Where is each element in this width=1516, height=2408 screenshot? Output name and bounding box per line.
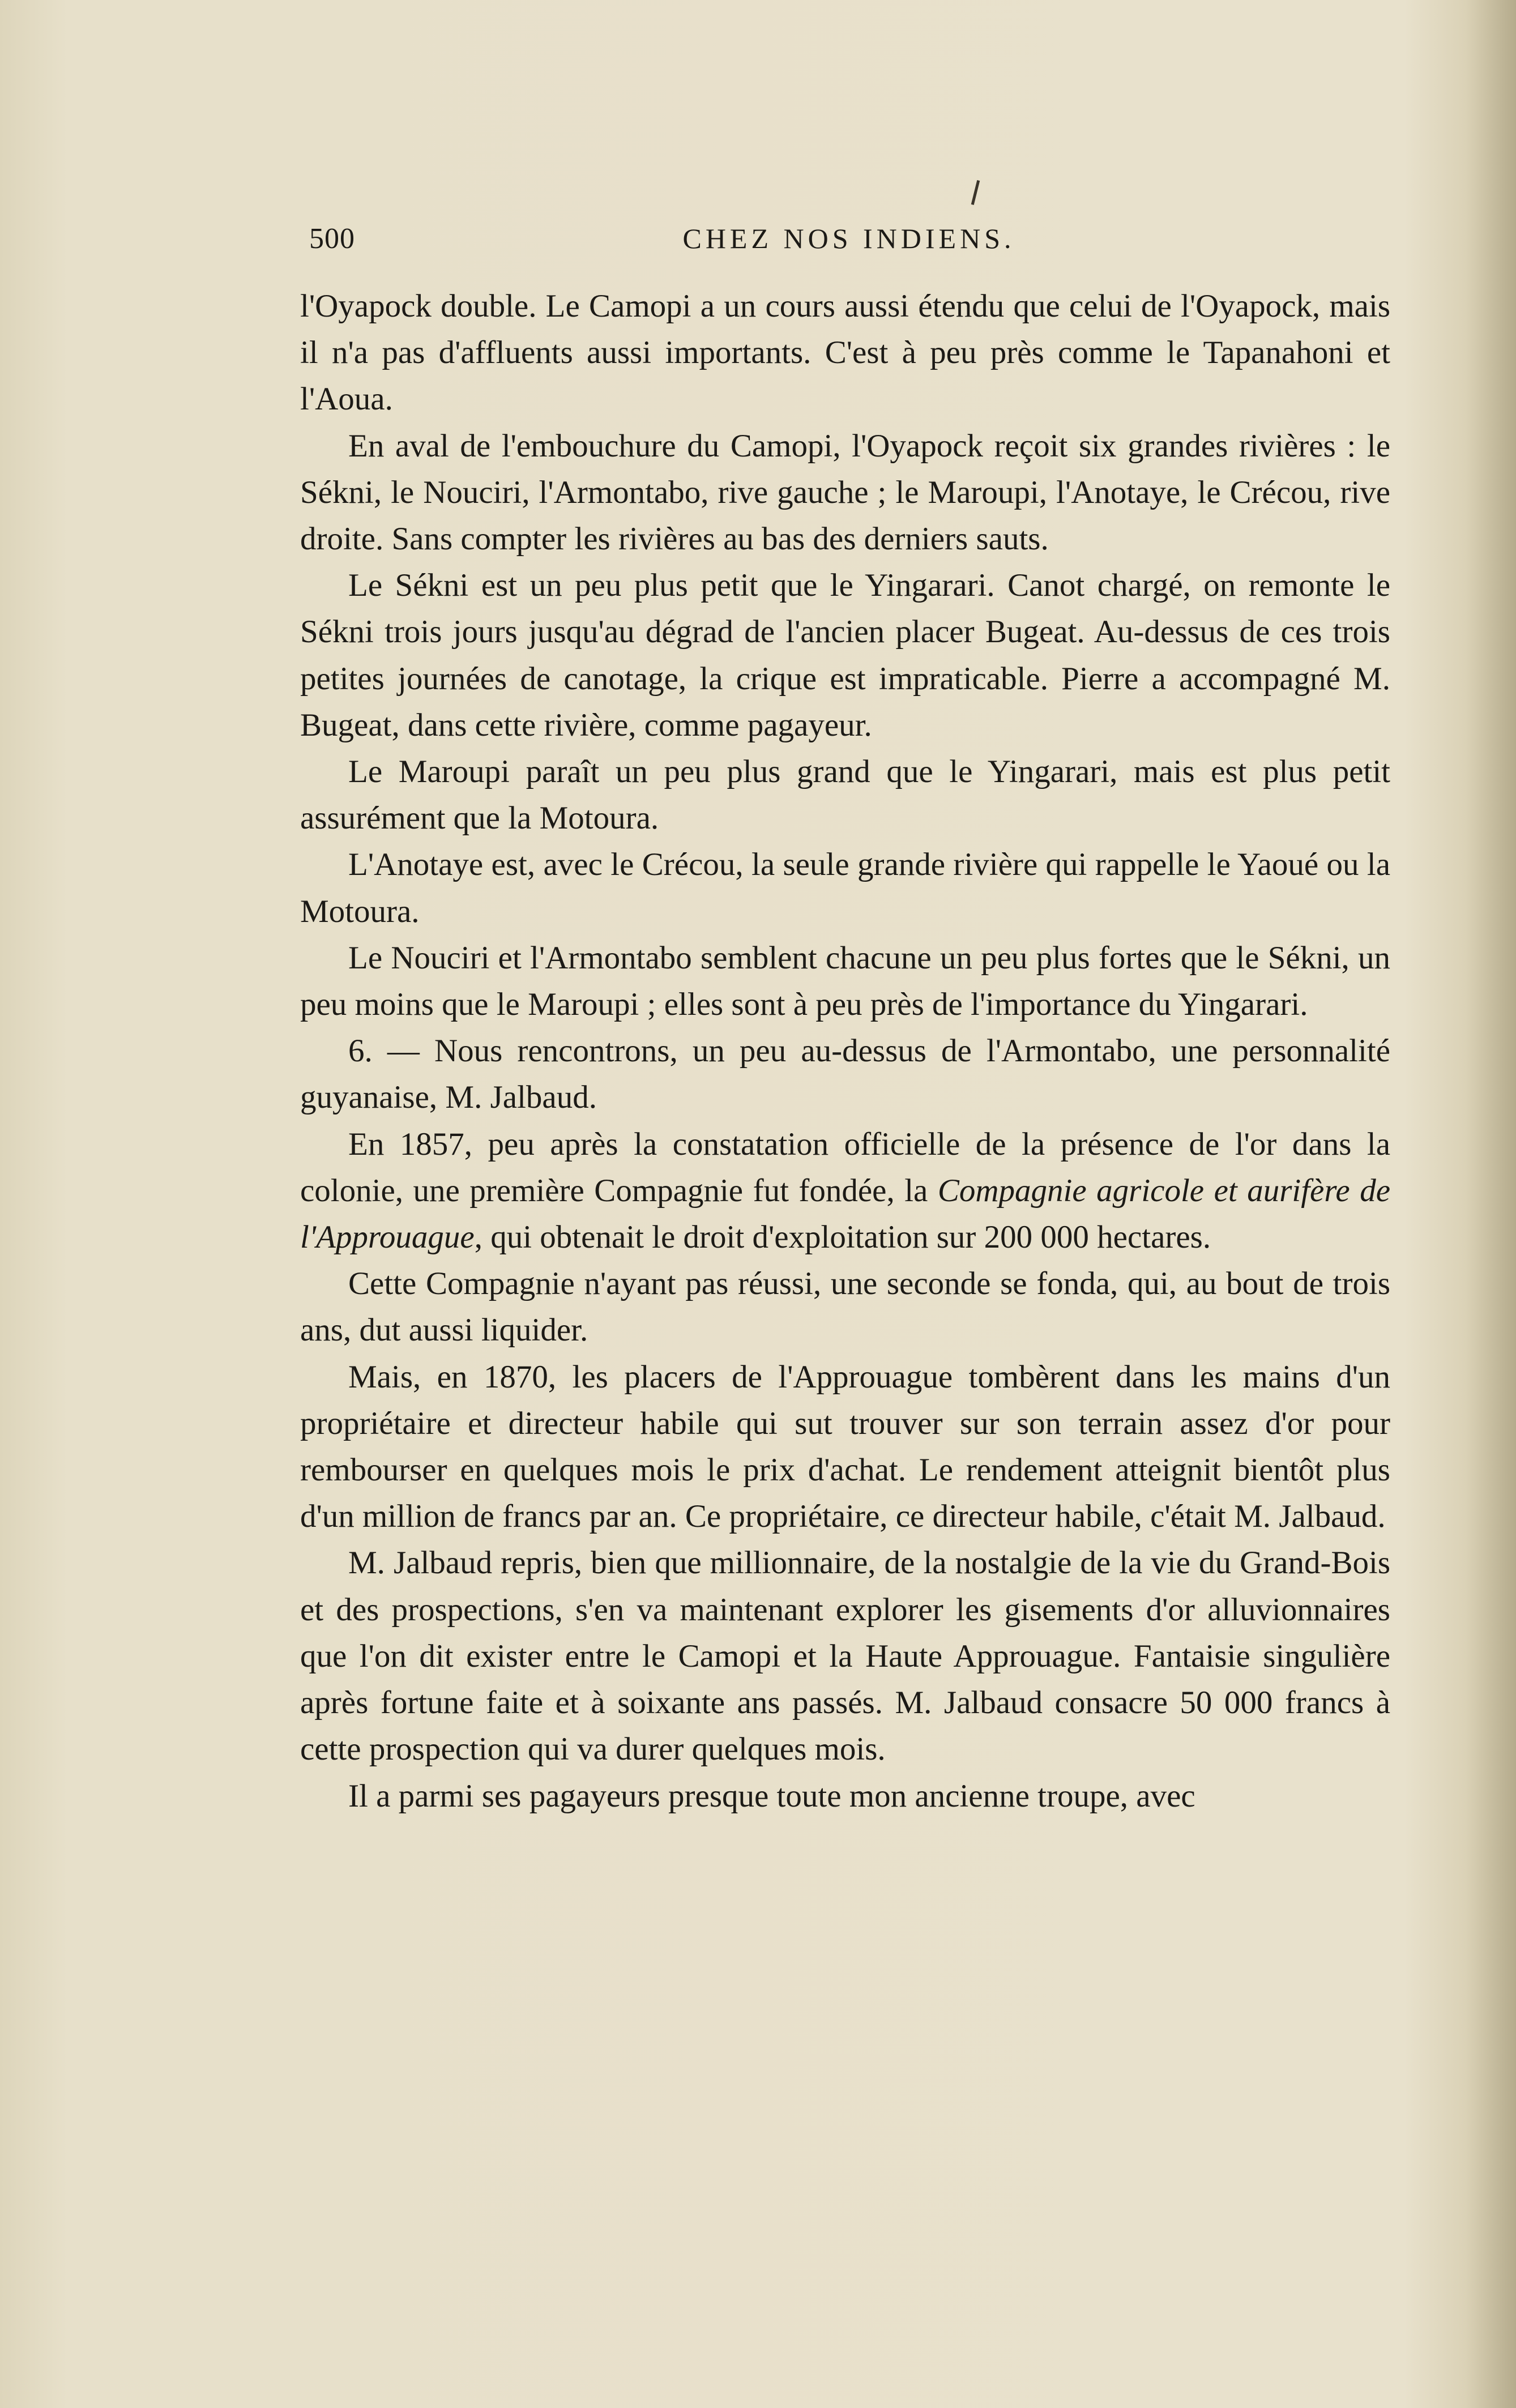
paragraph — [300, 1121, 1390, 1261]
paragraph — [300, 1540, 1390, 1773]
text-run: En 1857, peu après la constatation officielle de la présence de l'or dans la colonie, une première Compagnie fut fondée, la — [300, 1126, 1390, 1209]
paragraph — [300, 749, 1390, 842]
paragraph — [300, 283, 1390, 423]
paragraph — [300, 842, 1390, 934]
stray-ink-mark — [971, 180, 980, 205]
text-run: M. Jalbaud repris, bien que millionnaire, de la nostalgie de la vie du Grand-Bois et des prospections, s'en va maintenant explorer les gisements d'or alluvionnaires que l'on dit exister entre le Camopi et la Haute Approuague. Fantaisie singulière après fortune faite et à soixante ans passés. M. Jalbaud consacre 50 000 francs à cette prospection qui va durer quelques mois. — [300, 1545, 1390, 1767]
text-run: 6. — Nous rencontrons, un peu au-dessus de l'Armontabo, une personnalité guyanaise, M. Jalbaud. — [300, 1033, 1390, 1116]
page-header — [309, 222, 1389, 267]
text-run: L'Anotaye est, avec le Crécou, la seule grande rivière qui rappelle le Yaoué ou la Motoura. — [300, 847, 1390, 929]
running-title: CHEZ NOS INDIENS. — [682, 223, 1015, 254]
text-run: , qui obtenait le droit d'exploitation sur 200 000 hectares. — [474, 1219, 1211, 1256]
text-run: En aval de l'embouchure du Camopi, l'Oyapock reçoit six grandes rivières : le Sékni, le Nouciri, l'Armontabo, rive gauche ; le Maroupi, l'Anotaye, le Crécou, rive droite. Sans compter les rivières au bas des derniers sauts. — [300, 428, 1390, 557]
paragraph — [300, 1261, 1390, 1354]
italic-text: Compagnie agricole et aurifère de l'Approuague — [300, 1172, 1390, 1256]
text-run: Il a parmi ses pagayeurs presque toute mon ancienne troupe, avec — [348, 1778, 1195, 1814]
text-run: Le Sékni est un peu plus petit que le Yingarari. Canot chargé, on remonte le Sékni trois jours jusqu'au dégrad de l'ancien placer Bugeat. Au-dessus de ces trois petites journées de canotage, la crique est impraticable. Pierre a accompagné M. Bugeat, dans cette rivière, comme pagayeur. — [300, 567, 1390, 743]
text-run: Mais, en 1870, les placers de l'Approuague tombèrent dans les mains d'un propriétaire et directeur habile qui sut trouver sur son terrain assez d'or pour rembourser en quelques mois le prix d'achat. Le rendement atteignit bientôt plus d'un million de francs par an. Ce propriétaire, ce directeur habile, c'était M. Jalbaud. — [300, 1359, 1390, 1535]
page-number: 500 — [309, 223, 355, 255]
paragraph — [300, 935, 1390, 1028]
text-run: Le Nouciri et l'Armontabo semblent chacune un peu plus fortes que le Sékni, un peu moins que le Maroupi ; elles sont à peu près de l'importance du Yingarari. — [300, 940, 1390, 1023]
paragraph — [300, 1028, 1390, 1121]
text-run: Le Maroupi paraît un peu plus grand que le Yingarari, mais est plus petit assurément que la Motoura. — [300, 754, 1390, 836]
body-text — [300, 283, 1390, 1820]
paragraph — [300, 562, 1390, 749]
page-edge-shadow — [1465, 0, 1516, 2408]
text-run: l'Oyapock double. Le Camopi a un cours aussi étendu que celui de l'Oyapock, mais il n'a pas d'affluents aussi importants. C'est à peu près comme le Tapanahoni et l'Aoua. — [300, 288, 1390, 417]
paragraph — [300, 1354, 1390, 1540]
paragraph — [300, 423, 1390, 563]
text-run: Cette Compagnie n'ayant pas réussi, une seconde se fonda, qui, au bout de trois ans, dut aussi liquider. — [300, 1266, 1390, 1348]
paragraph — [300, 1773, 1390, 1820]
